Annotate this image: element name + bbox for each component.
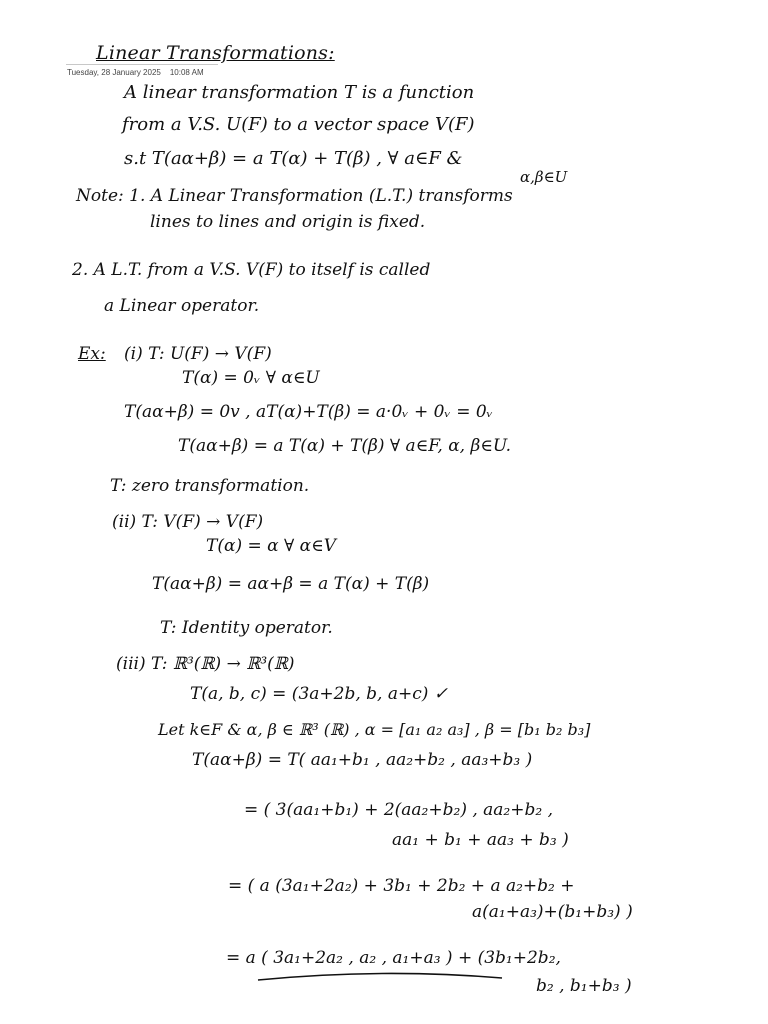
example-1-conclusion: T: zero transformation. xyxy=(110,476,310,496)
example-3-step-3b: a(a₁+a₃)+(b₁+b₃) ) xyxy=(472,902,633,922)
example-3-step-4a: = a ( 3a₁+2a₂ , a₂ , a₁+a₃ ) + (3b₁+2b₂, xyxy=(226,948,561,968)
example-3-let: Let k∈F & α, β ∈ ℝ³ (ℝ) , α = [a₁ a₂ a₃] , β = [b₁ b₂ b₃] xyxy=(158,720,591,739)
example-3-map: (iii) T: ℝ³(ℝ) → ℝ³(ℝ) xyxy=(116,654,295,674)
example-3-step-1: T(aα+β) = T( aa₁+b₁ , aa₂+b₂ , aa₃+b₃ ) xyxy=(192,750,533,770)
note-1-line-2: lines to lines and origin is fixed. xyxy=(150,212,426,232)
example-3-step-4b: b₂ , b₁+b₃ ) xyxy=(536,976,632,996)
example-label: Ex: xyxy=(78,344,106,364)
example-1-map: (i) T: U(F) → V(F) xyxy=(124,344,272,364)
example-3-step-3a: = ( a (3a₁+2a₂) + 3b₁ + 2b₂ + a a₂+b₂ + xyxy=(228,876,575,896)
example-2-definition: T(α) = α ∀ α∈V xyxy=(206,536,337,556)
note-title: Linear Transformations: xyxy=(96,42,335,64)
definition-line-1: A linear transformation T is a function xyxy=(124,82,475,103)
example-2-conclusion: T: Identity operator. xyxy=(160,618,333,638)
definition-line-3: s.t T(aα+β) = a T(α) + T(β) , ∀ a∈F & xyxy=(124,148,463,169)
underline-stroke xyxy=(256,966,506,986)
note-timestamp xyxy=(67,68,204,77)
definition-line-4: α,β∈U xyxy=(520,168,568,186)
note-2-line-1: 2. A L.T. from a V.S. V(F) to itself is called xyxy=(72,260,431,280)
example-3-definition: T(a, b, c) = (3a+2b, b, a+c) ✓ xyxy=(190,684,449,704)
example-2-map: (ii) T: V(F) → V(F) xyxy=(112,512,264,532)
note-date: Tuesday, 28 January 2025 xyxy=(67,68,161,77)
example-3-step-2a: = ( 3(aa₁+b₁) + 2(aa₂+b₂) , aa₂+b₂ , xyxy=(244,800,553,820)
definition-line-2: from a V.S. U(F) to a vector space V(F) xyxy=(122,114,475,135)
example-1-check-2: T(aα+β) = a T(α) + T(β) ∀ a∈F, α, β∈U. xyxy=(178,436,512,456)
example-1-check-1: T(aα+β) = 0v , aT(α)+T(β) = a·0ᵥ + 0ᵥ = 0ᵥ xyxy=(124,402,494,422)
title-divider xyxy=(66,64,218,65)
note-time: 10:08 AM xyxy=(169,68,204,77)
example-3-step-2b: aa₁ + b₁ + aa₃ + b₃ ) xyxy=(392,830,569,850)
example-2-check: T(aα+β) = aα+β = a T(α) + T(β) xyxy=(152,574,430,594)
note-1-line-1: Note: 1. A Linear Transformation (L.T.) transforms xyxy=(76,186,513,206)
note-2-line-2: a Linear operator. xyxy=(104,296,260,316)
example-1-definition: T(α) = 0ᵥ ∀ α∈U xyxy=(182,368,320,388)
